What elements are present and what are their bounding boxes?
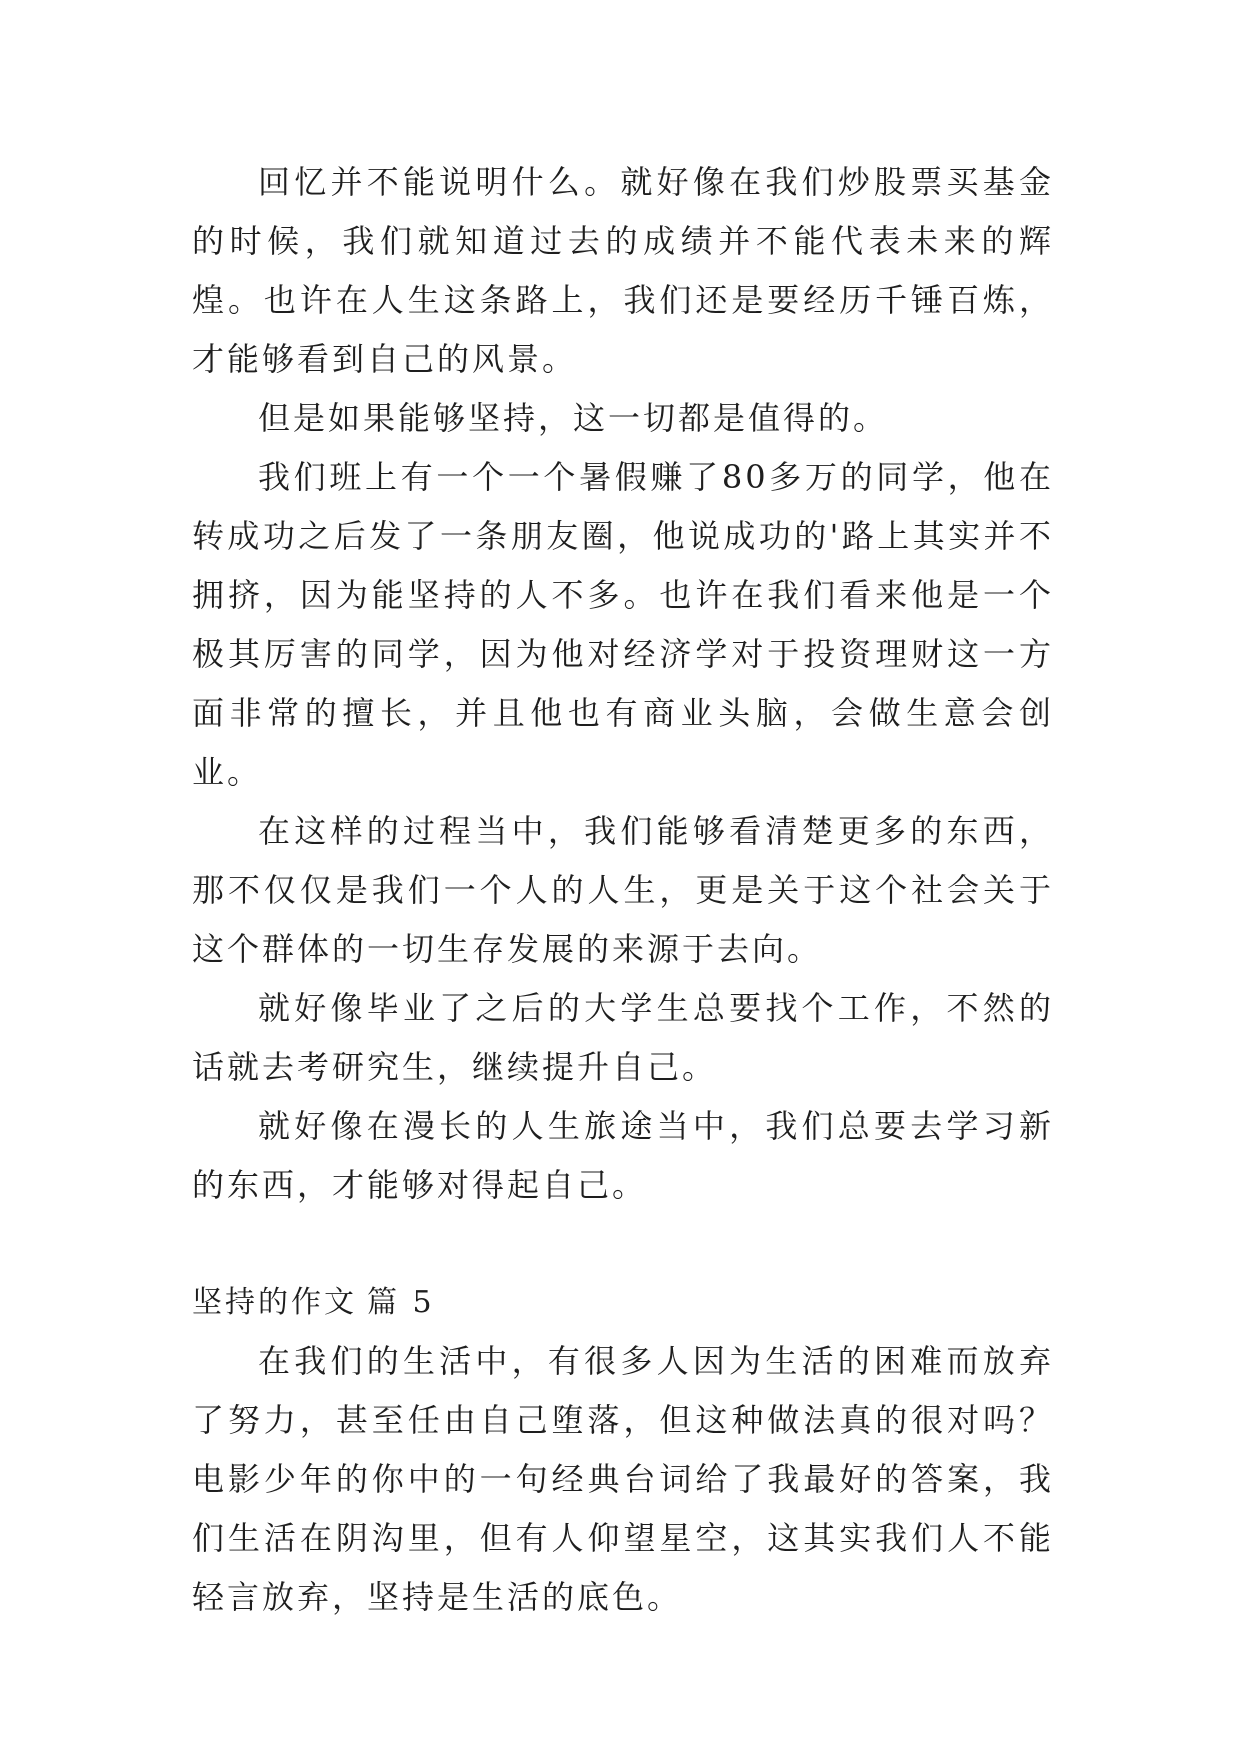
paragraph: 就好像在漫长的人生旅途当中，我们总要去学习新的东西，才能够对得起自己。 bbox=[192, 1107, 1054, 1204]
paragraph: 就好像毕业了之后的大学生总要找个工作，不然的话就去考研究生，继续提升自己。 bbox=[192, 989, 1054, 1086]
section-heading bbox=[192, 1273, 1054, 1332]
document-body bbox=[192, 153, 1054, 1627]
paragraph: 但是如果能够坚持，这一切都是值得的。 bbox=[258, 399, 889, 437]
section-heading-title: 坚持的作文 bbox=[192, 1285, 357, 1320]
paragraph: 在这样的过程当中，我们能够看清楚更多的东西，那不仅仅是我们一个人的人生，更是关于这个社会关于这个群体的一切生存发展的来源于去向。 bbox=[192, 812, 1054, 968]
section-heading-number: 篇 5 bbox=[367, 1285, 435, 1320]
paragraph: 回忆并不能说明什么。就好像在我们炒股票买基金的时候，我们就知道过去的成绩并不能代表未来的辉煌。也许在人生这条路上，我们还是要经历千锤百炼，才能够看到自己的风景。 bbox=[192, 163, 1054, 378]
paragraph: 在我们的生活中，有很多人因为生活的困难而放弃了努力，甚至任由自己堕落，但这种做法真的很对吗？电影少年的你中的一句经典台词给了我最好的答案，我们生活在阴沟里，但有人仰望星空，这其实我们人不能轻言放弃，坚持是生活的底色。 bbox=[192, 1342, 1054, 1616]
paragraph: 我们班上有一个一个暑假赚了80多万的同学，他在转成功之后发了一条朋友圈，他说成功的'路上其实并不拥挤，因为能坚持的人不多。也许在我们看来他是一个极其厉害的同学，因为他对经济学对于投资理财这一方面非常的擅长，并且他也有商业头脑，会做生意会创业。 bbox=[192, 458, 1054, 791]
